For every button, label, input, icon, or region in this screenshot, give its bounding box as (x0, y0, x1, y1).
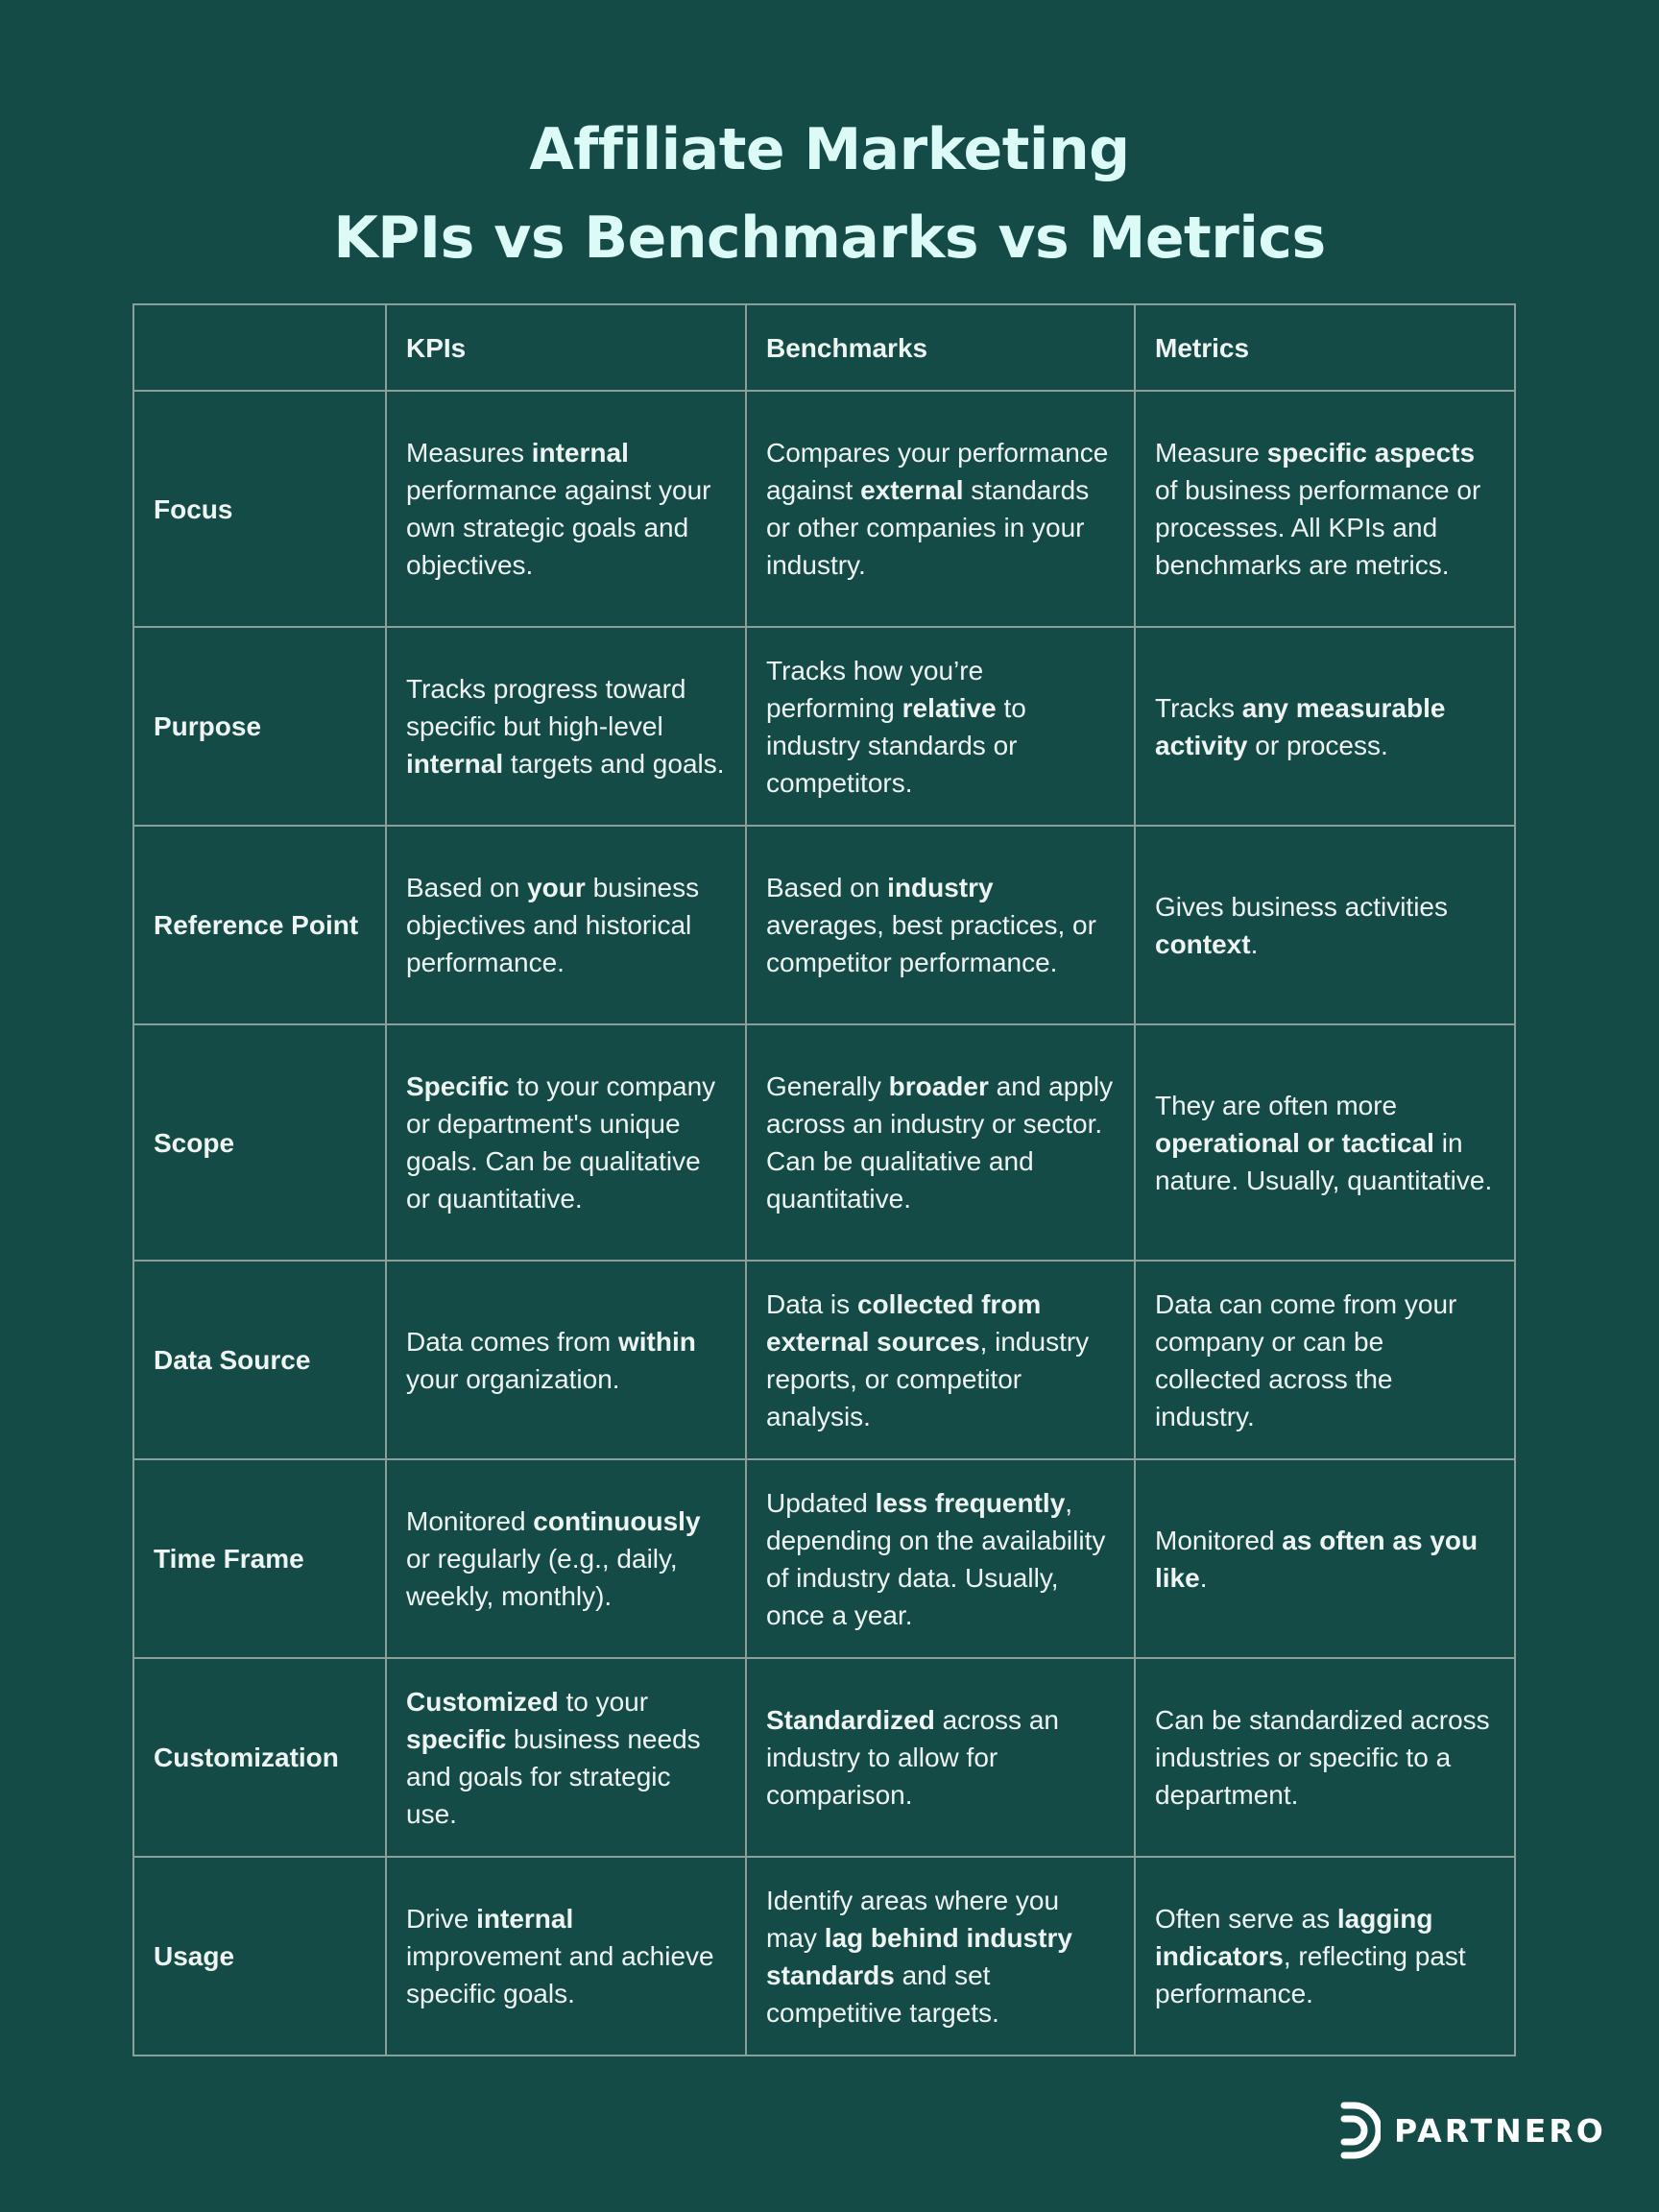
cell-text: standards or other companies in your industry. (766, 475, 1090, 580)
cell-benchmarks (746, 627, 1135, 826)
cell-text: targets and goals. (503, 749, 725, 779)
cell-text-bold: internal (531, 438, 629, 468)
cell-text: Identify areas where you may (766, 1885, 1060, 1953)
cell-metrics (1135, 1261, 1515, 1459)
row-label: Reference Point (133, 826, 386, 1024)
row-label: Purpose (133, 627, 386, 826)
cell-text-bold: any measurable activity (1155, 692, 1446, 760)
row-label: Scope (133, 1024, 386, 1261)
cell-kpis (386, 391, 746, 627)
cell-benchmarks (746, 1459, 1135, 1658)
cell-kpis (386, 1024, 746, 1261)
cell-text: your organization. (406, 1363, 620, 1394)
header-cell-kpis: KPIs (386, 304, 746, 391)
cell-text: They are often more (1155, 1090, 1398, 1120)
cell-text-bold: internal (406, 749, 504, 779)
cell-text: Tracks (1155, 692, 1242, 723)
cell-text: Data can come from your company or can be collected across the industry. (1155, 1288, 1457, 1431)
cell-text: , reflecting past performance. (1155, 1941, 1466, 2008)
table-row (133, 627, 1515, 826)
cell-text: Gives business activities (1155, 891, 1449, 922)
cell-text-bold: context (1155, 928, 1251, 959)
table-row (133, 826, 1515, 1024)
cell-text: performance against your own strategic goals and objectives. (406, 475, 711, 580)
cell-text: to your (558, 1686, 649, 1717)
cell-text-bold: relative (902, 692, 997, 723)
cell-text-bold: as often as you like (1155, 1525, 1479, 1593)
cell-metrics (1135, 1658, 1515, 1857)
cell-text: , depending on the availability of industry data. Usually, once a year. (766, 1487, 1106, 1630)
table-row (133, 1261, 1515, 1459)
cell-text: business needs and goals for strategic use. (406, 1723, 701, 1829)
cell-benchmarks (746, 1658, 1135, 1857)
cell-text-bold: specific aspects (1266, 438, 1476, 468)
cell-text-bold: operational or tactical (1155, 1127, 1434, 1158)
cell-text: Drive (406, 1904, 477, 1934)
cell-text-bold: continuously (533, 1506, 701, 1536)
cell-text: Updated (766, 1487, 876, 1518)
partnero-logo (1338, 2101, 1606, 2160)
cell-metrics (1135, 826, 1515, 1024)
cell-text: . (1250, 928, 1259, 959)
cell-benchmarks (746, 391, 1135, 627)
cell-benchmarks (746, 1261, 1135, 1459)
table-header-row (133, 304, 1515, 391)
cell-text: or process. (1247, 730, 1388, 760)
cell-text: Tracks how you’re performing (766, 655, 984, 723)
cell-text: Compares your performance against (766, 438, 1109, 505)
comparison-table (132, 303, 1516, 2056)
cell-text-bold: lag behind industry standards (766, 1922, 1072, 1990)
cell-text: Generally (766, 1071, 889, 1101)
cell-text: Based on (766, 873, 888, 902)
cell-text: . (1199, 1562, 1208, 1593)
cell-text: averages, best practices, or competitor performance. (766, 910, 1096, 977)
cell-kpis (386, 1261, 746, 1459)
cell-text: of business performance or processes. All KPIs and benchmarks are metrics. (1155, 475, 1481, 580)
cell-text-bold: Specific (406, 1071, 510, 1101)
table-row (133, 1024, 1515, 1261)
table-row (133, 1857, 1515, 2056)
cell-text: to your company or department's unique goals. Can be qualitative or quantitative. (406, 1071, 716, 1214)
cell-text-bold: broader (888, 1071, 989, 1101)
cell-kpis (386, 826, 746, 1024)
cell-text: and set competitive targets. (766, 1960, 999, 2028)
cell-text: , industry reports, or competitor analysis. (766, 1326, 1090, 1431)
cell-kpis (386, 1459, 746, 1658)
cell-metrics (1135, 1024, 1515, 1261)
cell-text-bold: specific (406, 1723, 507, 1754)
cell-text: Can be standardized across industries or specific to a department. (1155, 1705, 1490, 1810)
row-label: Data Source (133, 1261, 386, 1459)
cell-text: to industry standards or competitors. (766, 692, 1026, 798)
header-cell-benchmarks: Benchmarks (746, 304, 1135, 391)
table-row (133, 1658, 1515, 1857)
cell-metrics (1135, 627, 1515, 826)
cell-text-bold: Standardized (766, 1705, 935, 1735)
table-row (133, 391, 1515, 627)
cell-text-bold: collected from external sources (766, 1288, 1042, 1357)
cell-text: Often serve as (1155, 1904, 1337, 1934)
cell-text-bold: less frequently (875, 1487, 1066, 1518)
cell-metrics (1135, 1459, 1515, 1658)
cell-metrics (1135, 391, 1515, 627)
cell-text: business objectives and historical performance. (406, 873, 700, 977)
cell-text-bold: external (860, 475, 964, 505)
cell-text: Monitored (406, 1506, 534, 1536)
cell-text-bold: lagging indicators (1155, 1904, 1433, 1971)
title-line-2: KPIs vs Benchmarks vs Metrics (333, 204, 1326, 272)
cell-text: Tracks progress toward specific but high-level (406, 674, 686, 741)
cell-text: Measure (1155, 438, 1267, 468)
row-label: Customization (133, 1658, 386, 1857)
cell-benchmarks (746, 1024, 1135, 1261)
partnero-logo-icon (1338, 2102, 1381, 2159)
cell-text: Based on (406, 873, 528, 902)
cell-text-bold: Customized (406, 1686, 559, 1717)
cell-text: Data comes from (406, 1326, 618, 1357)
title-line-1: Affiliate Marketing (529, 116, 1130, 183)
cell-text: and apply across an industry or sector. Can be qualitative and quantitative. (766, 1071, 1114, 1214)
page-title (0, 106, 1659, 282)
cell-text-bold: internal (476, 1904, 574, 1934)
header-cell-empty (133, 304, 386, 391)
cell-text: Monitored (1155, 1525, 1283, 1555)
cell-text-bold: your (527, 873, 586, 902)
cell-kpis (386, 627, 746, 826)
cell-text: Measures (406, 438, 532, 468)
cell-metrics (1135, 1857, 1515, 2056)
brand-name: PARTNERO (1394, 2111, 1606, 2150)
cell-benchmarks (746, 1857, 1135, 2056)
cell-text: Data is (766, 1288, 857, 1319)
cell-text: across an industry to allow for comparison. (766, 1705, 1059, 1810)
row-label: Focus (133, 391, 386, 627)
cell-text-bold: within (617, 1326, 696, 1357)
cell-text: improvement and achieve specific goals. (406, 1941, 714, 2008)
row-label: Time Frame (133, 1459, 386, 1658)
cell-text: or regularly (e.g., daily, weekly, monthly). (406, 1544, 678, 1611)
cell-text: in nature. Usually, quantitative. (1155, 1127, 1493, 1195)
table-row (133, 1459, 1515, 1658)
cell-kpis (386, 1857, 746, 2056)
cell-text-bold: industry (887, 873, 994, 902)
header-cell-metrics: Metrics (1135, 304, 1515, 391)
cell-benchmarks (746, 826, 1135, 1024)
row-label: Usage (133, 1857, 386, 2056)
cell-kpis (386, 1658, 746, 1857)
